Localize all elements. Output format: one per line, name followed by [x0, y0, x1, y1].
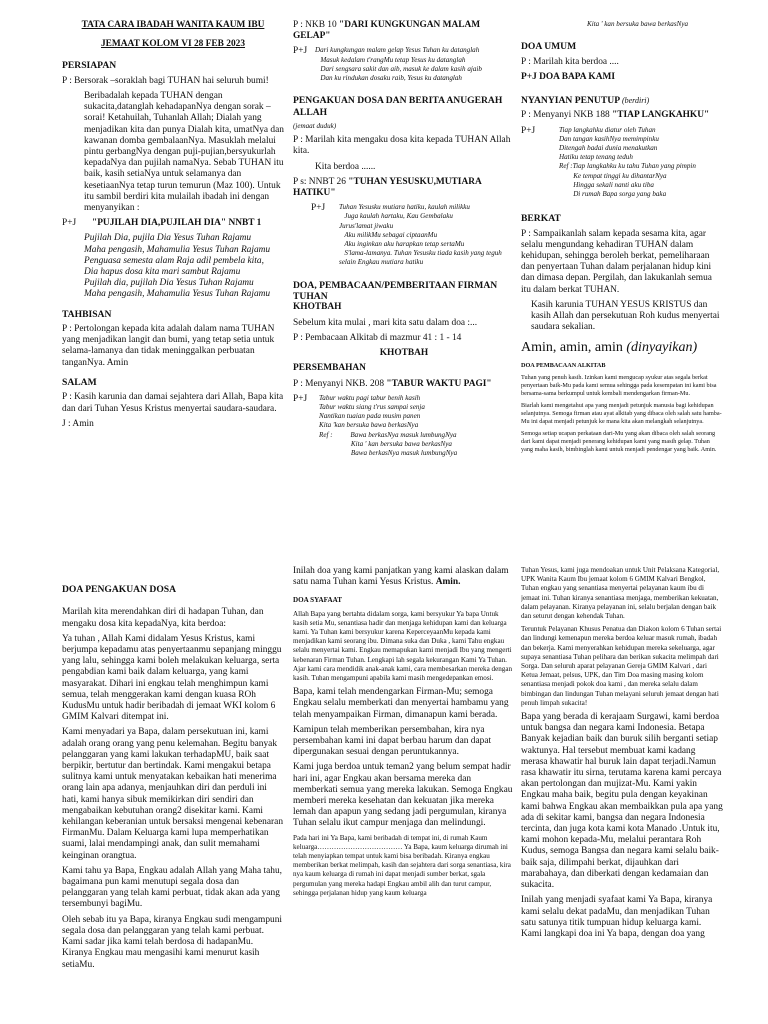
doa-upk-text: Tuhan Yesus, kami juga mendoakan untuk Unit Pelaksana Kategorial, UPK Wanita Kaum Ibu jemaat kolom 6 GMIM Kalvari Bengkol, Tuhan engkau yang senantiasa menyertai pelayanan kaum ibu di jemaat ini. Tuhan kiranya senantiasa menjaga, memberikan kekuatan, dalam pelayanan. Kiranya pelayanan ini, selalu berjalan dengan baik dan seturut dengan kehendak Tuhan.	[521, 566, 720, 621]
nkb10-role-label: P+J	[293, 46, 308, 57]
penutup-title: NYANYIAN PENUTUP	[521, 95, 620, 107]
closing-prayer-line	[293, 566, 515, 588]
amin-note: (dinyayikan)	[626, 340, 698, 356]
pengakuan-text: P : Marilah kita mengaku dosa kita kepada TUHAN Allah kita.	[293, 135, 511, 157]
doa-bangsa-text: Bapa yang berada di kerajaam Surgawi, kami berdoa untuk bangsa dan negara kami Indonesia. Betapa Banyak kejadian baik dan buruk silih berganti setiap waktunya. Hal tersebut membuat kami kadang merasa khawatir hal buruk lain dapat terjadi.Namun rasa khawatir itu sirna, terutama karena kami percaya akan pertolongan dan mujizat-Mu. Kami yakin Engkau maha baik, begitu pula dengan keyakinan kami bahwa Engkau akan membaikkan pula apa yang ada di sekitar kami, bangsa dan negara Indonesia tercinta, dan juga kota kami kota Manado .Untuk itu, kami mohon kepada-Mu, melalui perantara Roh Kudus, semoga Bangsa dan negara kami selalu baik-baik saja, dilimpahi berkat, dijauhkan dari marabahaya, dan diberkati dengan kedamaian dan sukacita.	[521, 712, 723, 891]
order-of-service-column-1	[62, 20, 284, 545]
pembacaan-text: P : Pembacaan Alkitab di mazmur 41 : 1 - 14	[293, 332, 462, 343]
refrain-continuation: Kita ' kan bersuka bawa berkasNya	[587, 20, 689, 28]
persiapan-call: P : Bersorak –soraklah bagi TUHAN hai seluruh bumi!	[62, 75, 269, 86]
doa-pelsus-text: Teruntuk Pelayanan Khusus Penatua dan Diakon kolom 6 Tuhan sertai dan lindungi kemenapun mereka berdoa keluar masuk rumah, ibadah dan bekerja. Kami menyerahkan kehidupan mereka sekeluarga, agar supaya senantiasa Tuhan pelihara dan berikan sukacita melimpah dari Sorga. Dan seluruh aparat pelayanan Gereja GMIM Kalvari , dari Ketua Jemaat, pelsus, UPK, dan Tim Doa masing masing kolom senantiasa menjadi pokok doa kami , dan mereka selalu dalam bimbingan dan lindungan Tuhan melayani seluruh jemaat dengan hati penuh limpah sukacita!	[521, 625, 722, 707]
song-title: "PUJILAH DIA,PUJILAH DIA" NNBT 1	[92, 218, 262, 229]
order-of-service-column-2	[293, 20, 515, 545]
nkb208-role-label: P+J	[293, 393, 308, 404]
document-title: TATA CARA IBADAH WANITA KAUM IBU	[81, 20, 265, 30]
section-heading-persiapan: PERSIAPAN	[62, 60, 117, 72]
nkb10-lyrics: Dari kungkungan malam gelap Yesus Tuhan ku datanglah Masuk kedalam t'rangMu tetap Yesus ku datanglah Dari sengsara sakit dan aib, masuk ke dalam kasih ajaib Dan ku rindukan dosaku raib, Yesus ku datanglah	[315, 46, 482, 83]
section-heading-persembahan: PERSEMBAHAN	[293, 363, 366, 374]
persiapan-text: Beribadalah kepada TUHAN dengan sukacita,datanglah kehadapanNya dengan sorak – sorai! Ketahuilah, Tuhanlah Allah; Dialah yang menjadikan kita dan punya Dialah kita, umatNya dan kawanan domba gembalaanNya. Masuklah melalui pintu gerbangNya dengan puji-pujian,bersyukurlah kepadaNya dan pujilah namaNya. Sebab TUHAN itu baik, kasih setiaNya untuk selamanya dan kesetiaanNya tetap turun temurun (Maz 100). Untuk itu sambil berdiri kita mulailah ibadah ini dengan menyanyikan :	[84, 91, 284, 214]
nnbt26-title: "TUHAN YESUSKU,MUTIARA HATIKU"	[293, 176, 482, 199]
section-heading-doa-pembacaan: DOA PEMBACAAN ALKITAB	[521, 362, 606, 370]
nkb10-title: "DARI KUNGKUNGAN MALAM GELAP"	[293, 20, 481, 42]
doa-pembacaan-p1: Tuhan yang penuh kasih. Izinkan kami mengucap syukur atas segala berkat penyertaan baik-Mu pada kami semua sehingga pada kesempatan ini kami bisa bersama-sama berkumpul untuk kembali mendengarkan firman-Mu.	[521, 374, 717, 398]
doa-umum-text: P : Marilah kita berdoa ....	[521, 56, 619, 67]
nkb208-label: P : Menyanyi NKB. 208	[293, 378, 387, 389]
section-heading-penutup	[521, 95, 723, 106]
doa-syafaat-p1: Allah Bapa yang bertahta didalam sorga, kami bersyukur Ya bapa Untuk kasih setia Mu, senantiasa hadir dan menjaga kehidupan kami dan keluarga kami. Ya Tuhan kami bersyukur karena KeperceyaanMu kepada kami menjadikan kami seorang ibu. Dimana suka dan Duka , kami Tahu engkau selalu menyertai kami. Engkau memapukan kami menjadi Ibu yang mengerti kebenaran Firman Tuhan. Lengkapi lah segala kekurangan Kami Ya Tuhan. Ajar kami cara mendidik anak-anak kami, cara membesarkan mereka dengan kasih. Tuhan mengampuni apabila kami masih mengedepankan emosi.	[293, 609, 513, 683]
section-heading-doa-syafaat: DOA SYAFAAT	[293, 596, 342, 605]
nnbt26-line	[293, 177, 515, 199]
document-subtitle: JEMAAT KOLOM VI 28 FEB 2023	[100, 39, 246, 50]
nkb10-label: P : NKB 10	[293, 20, 340, 30]
nkb188-lyrics: Tiap langkahku diatur oleh Tuhan Dan tangan kasihNya memimpinku Ditengah badai dunia menakutkan Hatiku tetap tenang teduh Ref :Tiap langkahku ku tahu Tuhan yang pimpin Ke tempat tinggi ku dihantarNya Hingga sekali nanti aku tiba Di rumah Bapa sorga yang baka	[559, 125, 696, 199]
tahbisan-text: P : Pertolongan kepada kita adalah dalam nama TUHAN yang menjadikan langit dan bumi, yang tetap setia untuk selama-lamanya dan tidak meninggalkan perbuatan tanganNya. Amin	[62, 324, 275, 368]
closing-prayer-text: Inilah doa yang kami panjatkan yang kami alaskan dalam satu nama Tuhan kami Yesus Kristus.	[293, 566, 509, 588]
doa-syafaat-p2: Bapa, kami telah mendengarkan Firman-Mu; semoga Engkau selalu memberkati dan menyertai hambamu yang telah menyampaikan Firman, dimanapun kami berada.	[293, 687, 509, 720]
closing-prayer-amin: Amin.	[435, 577, 461, 588]
prayer-column-3	[521, 566, 723, 1024]
opening-song	[62, 218, 284, 229]
nkb188-lyrics-block	[521, 126, 723, 204]
doa-pembacaan-p3: Semoga setiap ucapan perkataan dari-Mu yang akan dibaca oleh salah seorang dari kami dapat menjadi penerang kehidupan kami yang masih gelap. Tuhan yang maha kasih, bimbinglah kami untuk menjadi pendengar yang baik. Amin.	[521, 430, 717, 454]
nnbt26-role-label: P+J	[311, 203, 326, 214]
penutup-note: (berdiri)	[621, 96, 650, 106]
doa-penutup-syafaat-text: Inilah yang menjadi syafaat kami Ya Bapa, kiranya kami selalu dekat padaMu, dan menjadikan Tuhan satu satunya titik tumpuan hidup keluarga kami. Kami langkapi doa ini Ya bapa, dengan doa yang	[521, 895, 713, 939]
doa-pembacaan-p2: Biarlah kami mengetahui apa yang menjadi petunjuk manusia bagi kehidupan selanjutnya. Semoga firman atau ayat alkitab yang dibaca oleh salah satu hamba-Mu ini dapat menjadi petunjuk ke mana kita akan melangkah selanjutnya.	[521, 402, 722, 426]
berkat-text-2: Kasih karunia TUHAN YESUS KRISTUS dan kasih Allah dan persekutuan Roh kudus menyertai saudara sekalian.	[531, 299, 720, 333]
nnbt26-lyrics-block	[293, 203, 515, 271]
salam-response: J : Amin	[62, 418, 94, 429]
nkb188-role-label: P+J	[521, 125, 536, 136]
nkb188-label: P : Menyanyi NKB 188	[521, 110, 613, 121]
doa-syafaat-p5: Pada hari ini Ya Bapa, kami beribadah di tempat ini, di rumah Kaum keluarga……………………………… Ya Bapa, kaum keluarga dirumah ini telah menyiapkan tempat untuk kami bisa beribadah. Kiranya engkau memberikan berkat melimpah, kasih dan sejahtera dari sorga senantiasa, kira nya kaum keluarga di rumah ini dapat menjadi sumber berkat, sgala pergumulan yang mereka hadapi Engkau ambil alih dan turut campur, sehingga perjalanan hidup yang kaum keluarga	[293, 833, 511, 897]
section-heading-salam: SALAM	[62, 376, 97, 388]
doa-pengakuan-p4: Kami tahu ya Bapa, Engkau adalah Allah yang Maha tahu, bagaimana pun kami menutupi segala dosa dan pelanggaran yang telah kami perbuat, tidak akan ada yang tersembunyi bagiMu.	[62, 865, 282, 910]
section-heading-doa-umum: DOA UMUM	[521, 41, 577, 53]
prayer-column-2	[293, 566, 515, 1024]
nkb208-lyrics-block	[293, 394, 515, 462]
doa-pengakuan-p2: Ya tuhan , Allah Kami didalam Yesus Kristus, kami berjumpa kepadamu atas penyertaanmu sepanjang minggu yang lalu, sehingga kami boleh melakukan keluarga, serta pengabdian kami baik dalam keluarga, yang kami masyarakat. Dihari ini engkau telah menghimpun kami semua, telah menggerakan kami dengan kuasa ROh KudusMu untuk hadir beribadah di jemaat WKI kolom 6 GMIM Kalvari ditempat ini.	[62, 633, 282, 723]
nkb188-title: "TIAP LANGKAHKU"	[612, 110, 710, 121]
song-role-label: P+J	[62, 218, 77, 229]
section-heading-pengakuan: PENGAKUAN DOSA DAN BERITA ANUGERAH ALLAH	[293, 95, 503, 118]
nnbt26-lyrics: Tuhan Yesusku mutiara hatiku, kaulah milikku Juga kaulah hartaku, Kau Gembalaku Jurus'lamat jiwaku Aku milikMu sebagai ciptaanMu Aku inginkan aku harapkan tetap sertaMu S'lama-lamanya. Tuhan Yesusku tiada kasih yang teguh selain Engkau mutiara hatiku	[339, 203, 502, 267]
doa-syafaat-p4: Kami juga berdoa untuk teman2 yang belum sempat hadir hari ini, agar Engkau akan bersama mereka dan memberkati semua yang mereka lakukan. Semoga Engkau memberi mereka kesehatan dan kekuatan jika mereka lemah dan apapun yang sedang jadi pergumulan, kiranya Tuhan selalu ikut campur menjaga dan melindungi.	[293, 762, 513, 829]
nkb208-lyrics: Tabur waktu pagi tabur benih kasih Tabur waktu siang t'rus sampai senja Nantikan tuaian pada musim panen Kita 'kan bersuka bawa berkasNya Ref : Bawa berkasNya masuk lumbungNya Kita ' kan bersuka bawa berkasNya Bawa berkasNya masuk lumbungNya	[319, 393, 458, 457]
nkb208-title: "TABUR WAKTU PAGI"	[386, 378, 492, 389]
pengakuan-note: (jemaat duduk)	[293, 122, 337, 131]
section-heading-tahbisan: TAHBISAN	[62, 308, 112, 320]
nkb10-line	[293, 20, 515, 42]
berkat-text: P : Sampaikanlah salam kepada sesama kita, agar selalu mengundang kehadiran TUHAN dalam kehidupan, sehingga beroleh berkat, pemeliharaan dan penyertaan Tuhan dalam perjalanan hidup kini dan dimasa depan. Pergilah, dan lakukanlah semua itu dalam berkat TUHAN.	[521, 228, 712, 295]
nnbt26-label: P s: NNBT 26	[293, 176, 349, 187]
doa-pengakuan-p3: Kami menyadari ya Bapa, dalam persekutuan ini, kami adalah orang orang yang penu kelemahan. Begitu banyak pelanggaran yang kami lakukan terhadapMU, baik saat berpikir, bertutur dan bertindak. Kami mengakui betapa sulitnya kami untuk menyatakan kebaikan hati menerima orang lain apa adanya, menjauhkan diri dan perduli ini hati, kami hanya sibuk memikirkan diri sendiri dan mengabaikan kebutuhan orang2 disekitar kami. Kami kehilangan keberanian untuk bersaksi mengenai kebenaran FirmanMu. Dalam Keluarga kami lupa memperhatikan suami, lalai mendampingi anak, dan sulit memahami keinginan orangtua.	[62, 727, 284, 861]
salam-text: P : Kasih karunia dan damai sejahtera dari Allah, Bapa kita dan dari Tuhan Yesus Kristus menyertai saudara-saudara.	[62, 392, 284, 414]
doa-pengakuan-p1: Marilah kita merendahkan diri di hadapan Tuhan, dan mengaku dosa kita kepadaNya, kita berdoa:	[62, 607, 264, 629]
section-heading-doa-pengakuan: DOA PENGAKUAN DOSA	[62, 584, 177, 595]
section-heading-doa-firman: DOA, PEMBACAAN/PEMBERITAAN FIRMAN TUHAN	[293, 279, 498, 303]
doa-bapa-kami: P+J DOA BAPA KAMI	[521, 71, 615, 82]
section-heading-khotbah: KHOTBAH	[293, 302, 342, 313]
amin-line	[521, 339, 723, 356]
nkb208-line	[293, 379, 515, 390]
prayer-column-1	[62, 566, 284, 1024]
doa-syafaat-p3: Kamipun telah memberikan persembahan, kira nya persembahan kami ini dapat berbau harum dan dapat dipergunakan sesuai dengan peruntukannya.	[293, 724, 492, 758]
nkb188-line	[521, 110, 723, 121]
order-of-service-column-3	[521, 20, 723, 545]
khotbah-text: Sebelum kita mulai , mari kita satu dalam doa :...	[293, 317, 478, 328]
opening-song-lyrics: Pujilah Dia, pujila Dia Yesus Tuhan Rajamu Maha pengasih, Mahamulia Yesus Tuhan Rajamu Penguasa semesta alam Raja adil pembela kita, Dia hapus dosa kita mari sambut Rajamu Pujilah dia, pujilah Dia Yesus Tuhan Rajamu Maha pengasih, Mahamulia Yesus Tuhan Rajamu	[84, 233, 271, 300]
doa-pengakuan-p5: Oleh sebab itu ya Bapa, kiranya Engkau sudi mengampuni segala dosa dan pelanggaran yang telah kami perbuat. Kami sadar jika kami telah berdosa di hadapanMu. Kiranya Engkau mau mengasihi kami menurut kasih setiaMu.	[62, 914, 282, 970]
khotbah-center-label: KHOTBAH	[379, 348, 429, 359]
section-heading-berkat: BERKAT	[521, 213, 561, 225]
pengakuan-berdoa: Kita berdoa ......	[315, 161, 376, 172]
nkb10-lyrics-block	[293, 46, 515, 87]
amin-text: Amin, amin, amin	[521, 340, 627, 356]
